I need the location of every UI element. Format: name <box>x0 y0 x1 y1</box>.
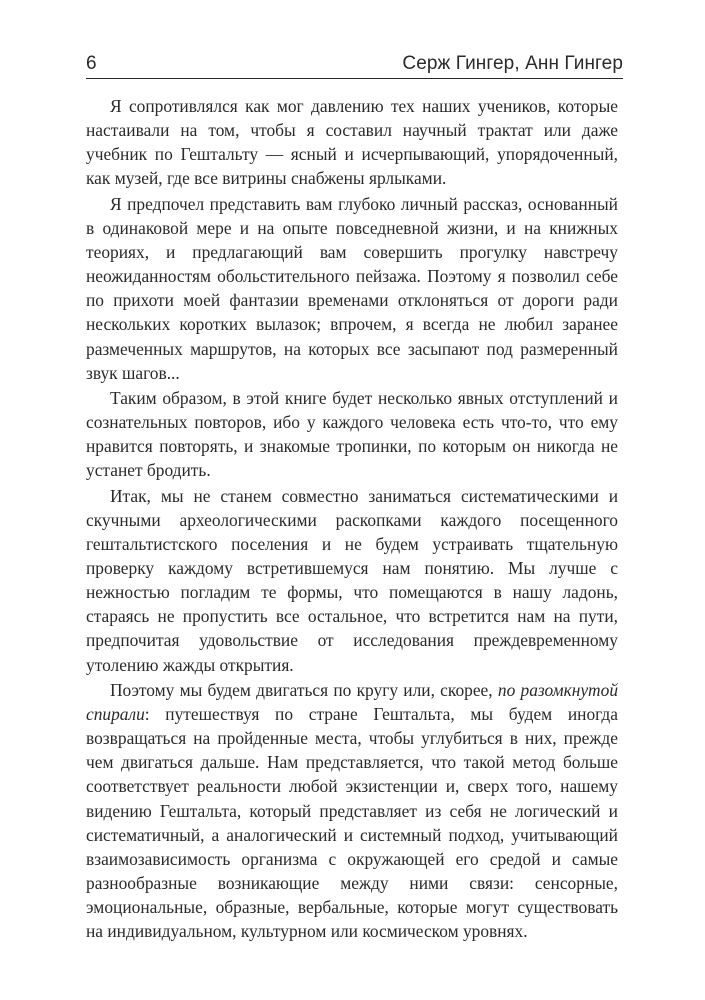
body-text <box>86 94 618 943</box>
paragraph-2: Я предпочел представить вам глубоко личный рассказ, основанный в одинаковой мере и на опыте повседневной жизни, и на книжных теориях, и предлагающий вам совершить прогулку навстречу неожиданностям обольстительного пейзажа. Поэтому я позволил себе по прихоти моей фантазии временами отклоняться от дороги ради нескольких коротких вылазок; впрочем, я всегда не любил заранее размеченных маршрутов, на которых все засыпают под размеренный звук шагов... <box>86 193 618 383</box>
page-header <box>86 46 623 79</box>
paragraph-4: Итак, мы не станем совместно заниматься систематическими и скучными археологическими раскопками каждого посещенного гештальтистского поселения и не будем устраивать тщательную проверку каждому встретившемуся нам понятию. Мы лучше с нежностью погладим те формы, что помещаются в нашу ладонь, стараясь не пропустить все остальное, что встретится нам на пути, предпочитая удовольствие от исследования преждевременному утолению жажды открытия. <box>86 485 618 675</box>
paragraph-5-start: Поэтому мы будем двигаться по кругу или, скорее, <box>110 679 498 700</box>
paragraph-1: Я сопротивлялся как мог давлению тех наших учеников, которые настаивали на том, чтобы я составил научный трактат или даже учебник по Гештальту — ясный и исчерпывающий, упорядоченный, как музей, где все витрины снабжены ярлыками. <box>86 96 618 189</box>
paragraph-5 <box>86 678 618 944</box>
paragraph-5-end: : путешествуя по стране Гештальта, мы будем иногда возвращаться на пройденные места, чтобы углубиться в них, прежде чем двигаться дальше. Нам представляется, что такой метод больше соответствует реальности любой экзистенции и, сверх того, нашему видению Гештальта, который представляет из себя не логический и систематичный, а аналогический и системный подход, учитывающий взаимозависимость организма с окружающей его средой и самые разнообразные возникающие между ними связи: сенсорные, эмоциональные, образные, вербальные, которые могут существовать на индивидуальном, культурном или космическом уровнях. <box>86 703 618 942</box>
running-head-authors: Серж Гингер, Анн Гингер <box>402 53 623 74</box>
paragraph-5-italic: по разомкнутой спирали <box>86 679 619 724</box>
paragraph-3: Таким образом, в этой книге будет несколько явных отступлений и сознательных повторов, ибо у каждого человека есть что-то, что ему нравится повторять, и знакомые тропинки, по которым он никогда не устанет бродить. <box>86 387 618 481</box>
page-number: 6 <box>86 53 97 74</box>
